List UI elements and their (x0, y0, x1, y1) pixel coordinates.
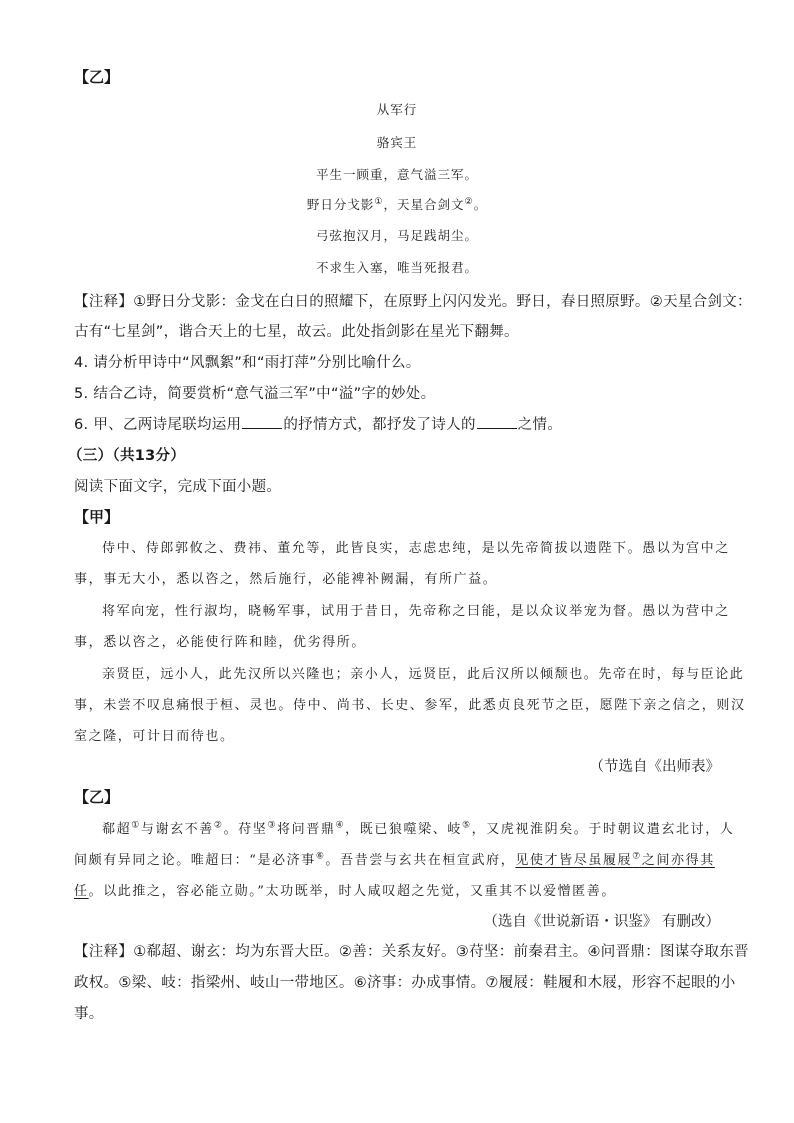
jia-paragraph-2-line-1: 将军向宠，性行淑均，晓畅军事，试用于昔日，先帝称之曰能，是以众议举宠为督。愚以为营中之 (102, 604, 730, 619)
question-5: 5. 结合乙诗，简要赏析“意气溢三军”中“溢”字的妙处。 (74, 386, 436, 402)
section-3-heading: （三）（共13分） (68, 448, 186, 464)
poem-line-1: 平生一顾重，意气溢三军。 (315, 167, 478, 182)
question-6: 6. 甲、乙两诗尾联均运用 的抒情方式，都抒发了诗人的 之情。 (74, 417, 563, 433)
jia-paragraph-1-line-2: 事，事无大小，悉以咨之，然后施行，必能裨补阙漏，有所广益。 (74, 572, 498, 587)
jia-paragraph-3-line-3: 室之隆，可计日而待也。 (74, 729, 235, 744)
section-yi-label: 【乙】 (74, 68, 120, 86)
jia-paragraph-1-line-1: 侍中、侍郎郭攸之、费祎、董允等，此皆良实，志虑忠纯，是以先帝简拔以遗陛下。愚以为宫中之 (102, 541, 730, 556)
yi-note-line-3: 事。 (74, 1006, 104, 1022)
yi-source: （选自《世说新语・识鉴》 有删改） (483, 914, 720, 930)
yi-line-3: 任。以此推之，容必能立勋。”太功既举，时人咸叹超之先觉，又重其不以爱憎匿善。 (74, 884, 616, 899)
poem-note-line-2: 古有“七星剑”，谐合天上的七星，故云。此处指剑影在星光下翻舞。 (74, 324, 519, 340)
answer-blank-1[interactable] (242, 416, 282, 429)
section-3-instruction: 阅读下面文字，完成下面小题。 (74, 479, 282, 495)
jia-paragraph-3-line-1: 亲贤臣，远小人，此先汉所以兴隆也；亲小人，远贤臣，此后汉所以倾颓也。先帝在时，每与臣论此 (102, 667, 745, 682)
yi-line-1: 郗超①与谢玄不善②。苻坚③将问晋鼎④，既已狼噬梁、岐⑤，又虎视淮阴矣。于时朝议遣玄北讨，人 (102, 820, 735, 837)
poem-author: 骆宾王 (376, 135, 418, 150)
jia-paragraph-3-line-2: 事，未尝不叹息痛恨于桓、灵也。侍中、尚书、长史、参军，此悉贞良死节之臣，愿陛下亲之信之，则汉 (74, 698, 746, 713)
poem-line-3: 弓弦抱汉月，马足践胡尘。 (315, 228, 478, 243)
section-yi-label-2: 【乙】 (74, 788, 120, 806)
question-4: 4. 请分析甲诗中“风飘絮”和“雨打萍”分别比喻什么。 (74, 355, 421, 371)
section-jia-label: 【甲】 (74, 508, 120, 526)
poem-title: 从军行 (376, 102, 418, 117)
underlined-sentence: 见使才皆尽虽履屐⑦之间亦得其 (515, 851, 715, 868)
poem-note-line-1: 【注释】①野日分戈影：金戈在白日的照耀下，在原野上闪闪发光。野日，春日照原野。②天星合剑文： (74, 294, 752, 310)
answer-blank-2[interactable] (477, 416, 517, 429)
jia-paragraph-2-line-2: 事，悉以咨之，必能使行阵和睦，优劣得所。 (74, 635, 367, 650)
yi-note-line-1: 【注释】①郗超、谢玄：均为东晋大臣。②善：关系友好。③苻坚：前秦君主。④问晋鼎：图谋夺取东晋 (74, 944, 749, 960)
yi-line-2: 间颇有异同之论。唯超曰：“是必济事⑥。吾昔尝与玄共在桓宣武府，见使才皆尽虽履屐⑦之间亦得其 (74, 851, 715, 868)
poem-line-4: 不求生入塞，唯当死报君。 (315, 260, 478, 275)
yi-note-line-2: 政权。⑤梁、岐：指梁州、岐山一带地区。⑥济事：办成事情。⑦履屐：鞋履和木屐，形容不起眼的小 (74, 975, 736, 991)
jia-source: （节选自《出师表》 (589, 759, 720, 775)
poem-line-2: 野日分戈影①，天星合剑文②。 (306, 196, 488, 212)
